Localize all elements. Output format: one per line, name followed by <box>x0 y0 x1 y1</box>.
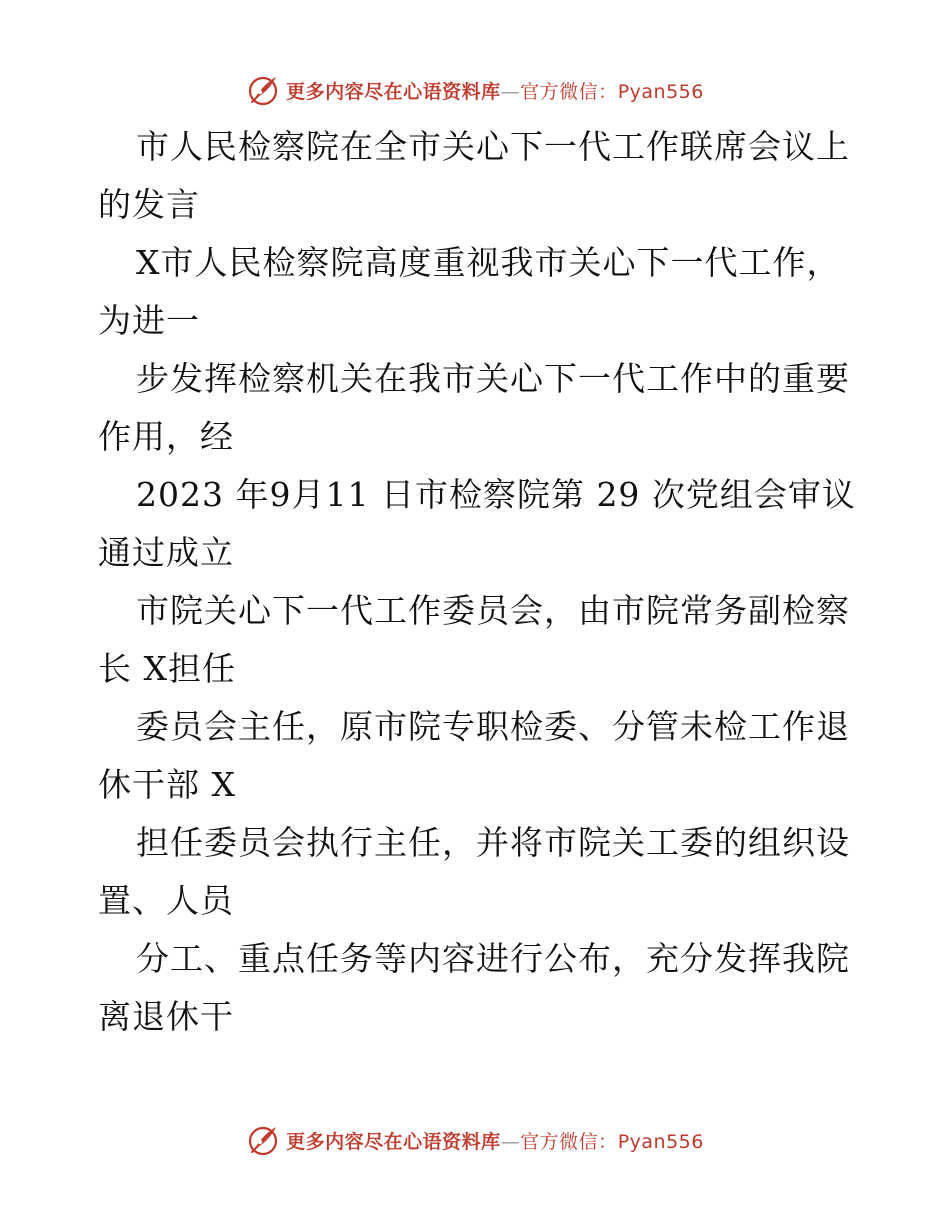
doc-line: 为进一 <box>98 301 200 340</box>
banner-text <box>286 77 704 104</box>
banner-brand: 更多内容尽在心语资料库 <box>286 80 501 103</box>
doc-line: 长 X担任 <box>98 649 236 688</box>
banner-wechat-label: 官方微信： <box>520 1130 618 1153</box>
doc-line: 通过成立 <box>98 533 234 572</box>
doc-line: 休干部 X <box>98 765 236 804</box>
doc-line: X市人民检察院高度重视我市关心下一代工作， <box>136 243 841 282</box>
footer-banner <box>0 1120 950 1160</box>
doc-line: 的发言 <box>98 185 200 224</box>
doc-line: 委员会主任，原市院专职检委、分管未检工作退 <box>136 707 850 746</box>
doc-line: 分工、重点任务等内容进行公布，充分发挥我院 <box>136 939 850 978</box>
header-banner <box>0 70 950 110</box>
banner-wechat-label: 官方微信： <box>520 80 618 103</box>
doc-line: 作用，经 <box>98 417 234 456</box>
doc-line: 步发挥检察机关在我市关心下一代工作中的重要 <box>136 359 850 398</box>
doc-line: 2023 年9月11 日市检察院第 29 次党组会审议 <box>136 475 856 514</box>
quill-logo-icon <box>246 1123 280 1157</box>
doc-line: 担任委员会执行主任，并将市院关工委的组织设 <box>136 823 850 862</box>
banner-text <box>286 1127 704 1154</box>
document-body <box>98 118 858 1046</box>
banner-dash: — <box>500 1130 521 1153</box>
quill-logo-icon <box>246 73 280 107</box>
banner-brand: 更多内容尽在心语资料库 <box>286 1130 501 1153</box>
doc-line: 市人民检察院在全市关心下一代工作联席会议上 <box>136 127 850 166</box>
banner-wechat-id: Pyan556 <box>617 80 704 103</box>
doc-line: 离退休干 <box>98 997 234 1036</box>
doc-line: 市院关心下一代工作委员会，由市院常务副检察 <box>136 591 850 630</box>
banner-wechat-id: Pyan556 <box>617 1130 704 1153</box>
doc-line: 置、人员 <box>98 881 234 920</box>
banner-dash: — <box>500 80 521 103</box>
